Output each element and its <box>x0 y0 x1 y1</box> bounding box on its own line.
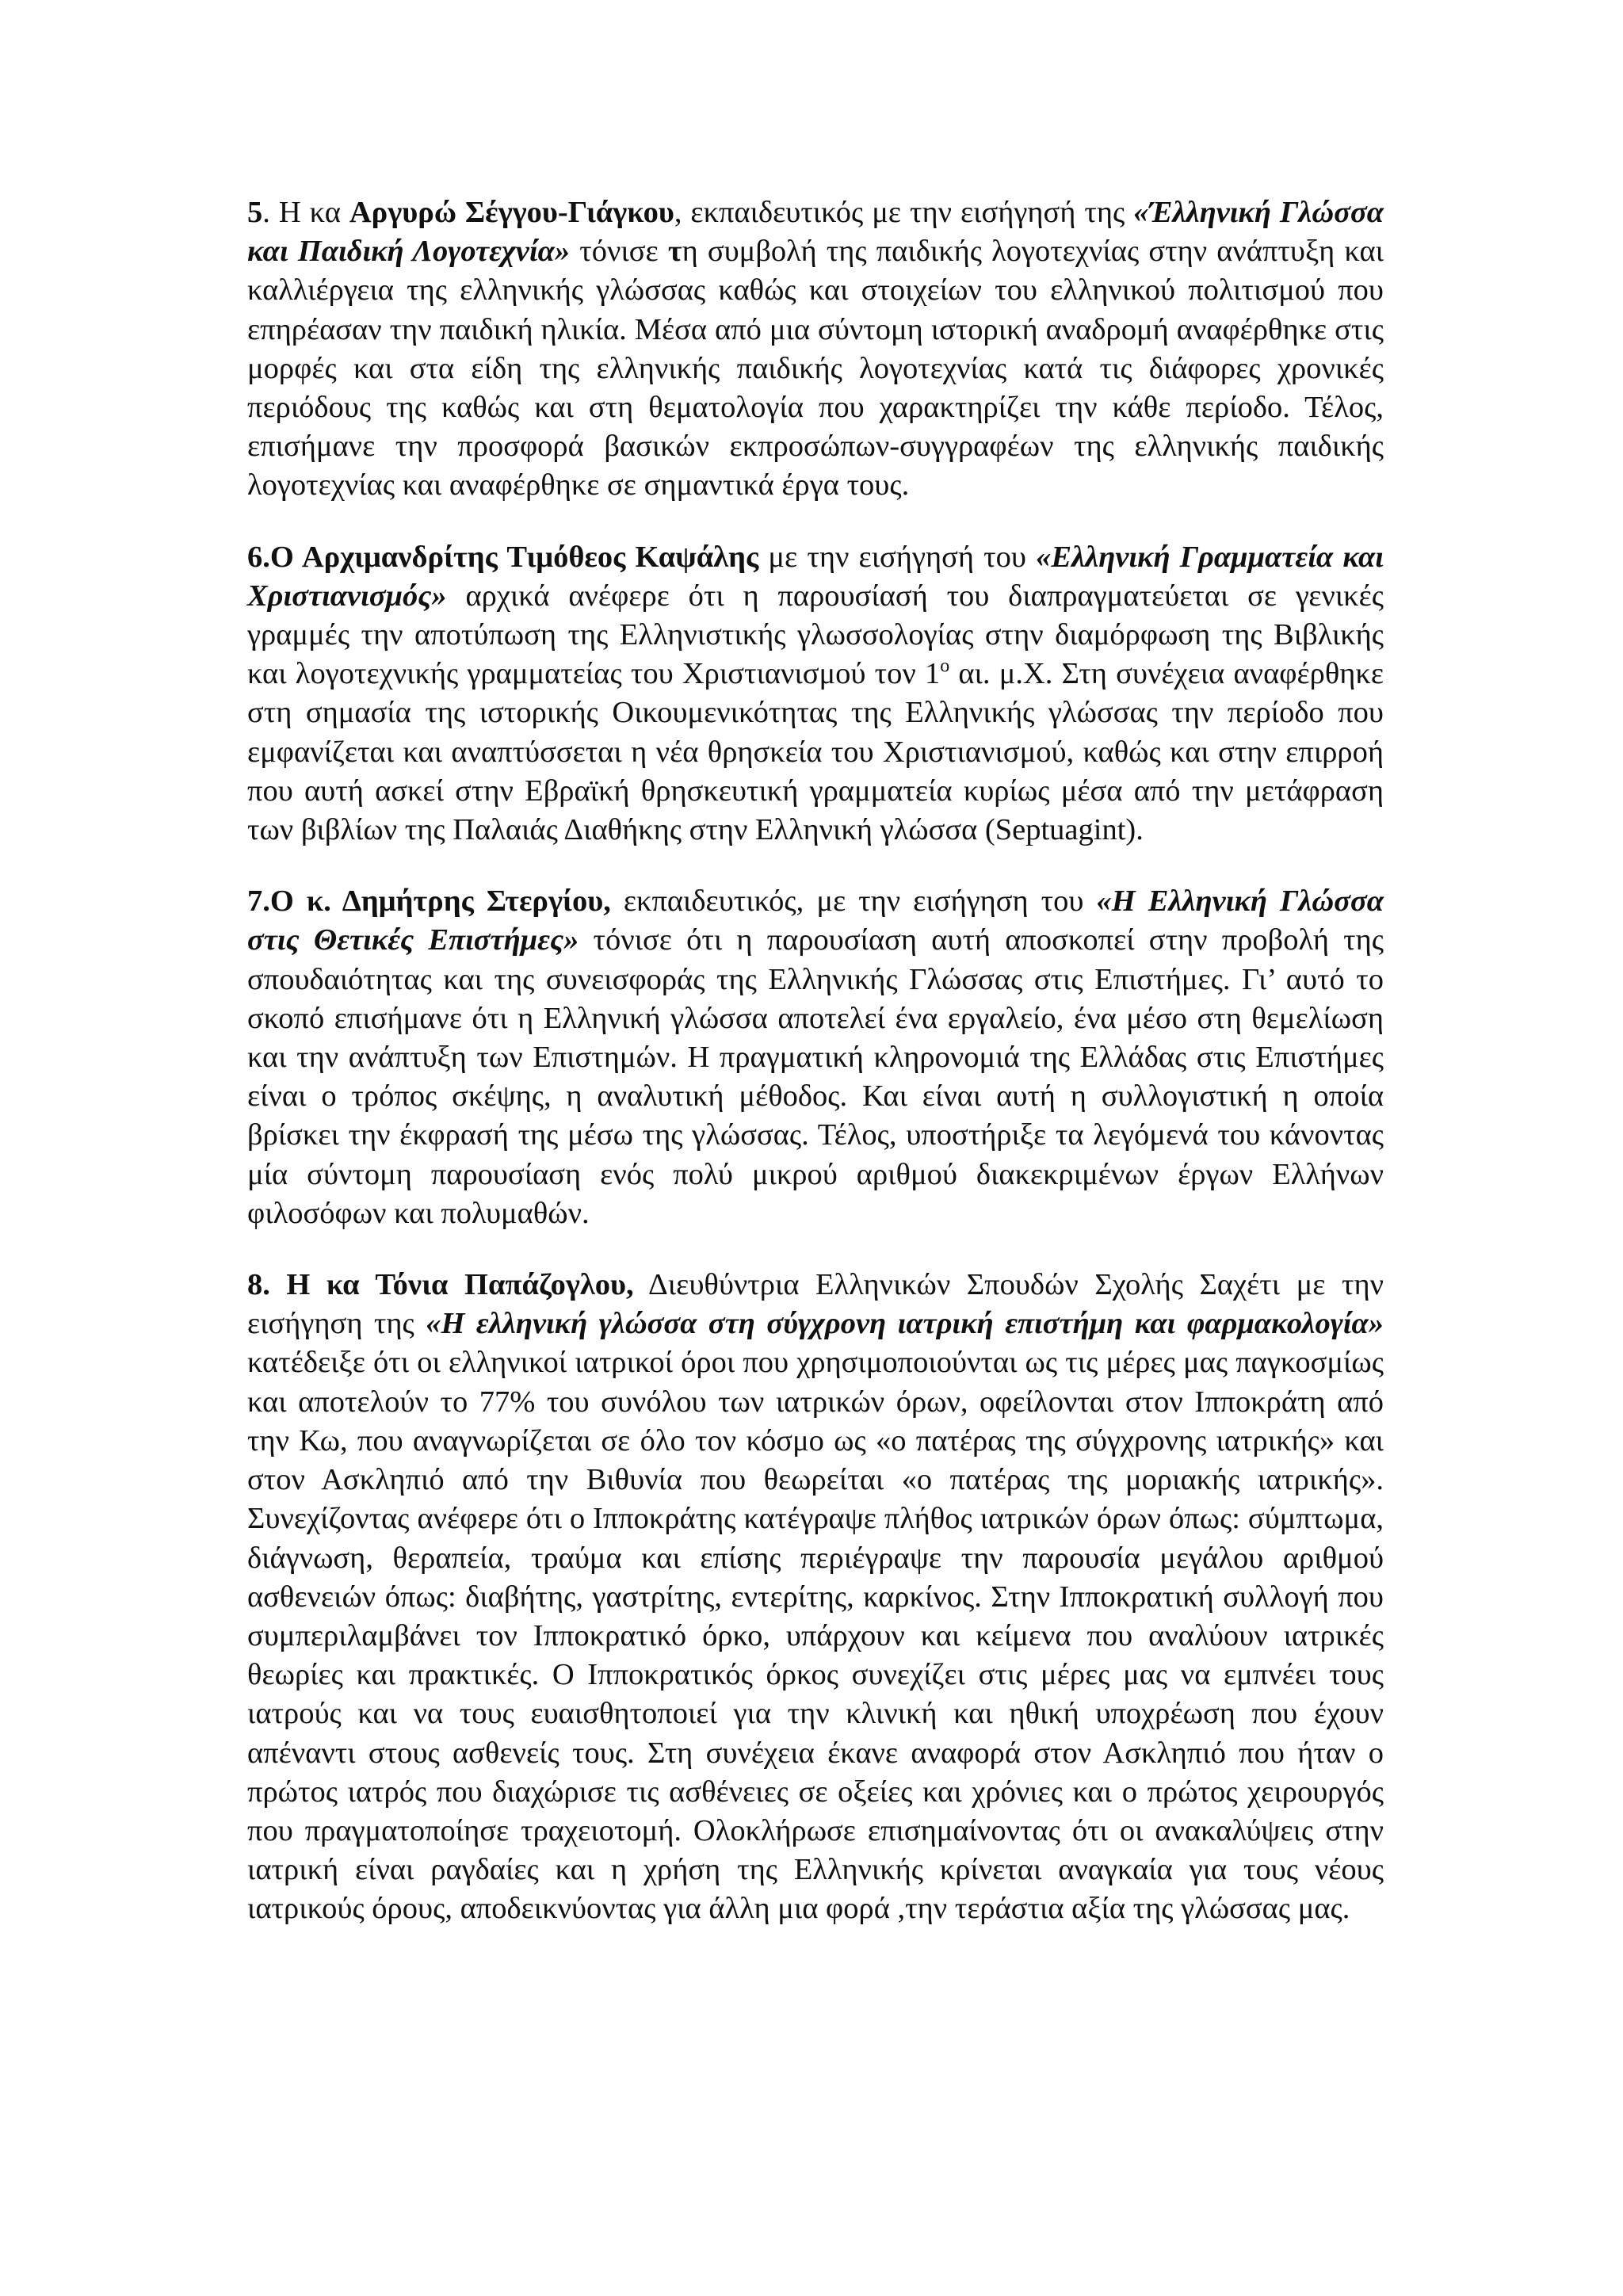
paragraph-7 <box>247 882 1384 1233</box>
speaker-name: Αργυρώ Σέγγου-Γιάγκου <box>349 196 674 229</box>
paragraph-8 <box>247 1266 1384 1928</box>
talk-title: «Η Ελληνική Γλώσσα στις Θετικές Επιστήμες» <box>247 884 1384 957</box>
paragraph-text: αρχικά ανέφερε ότι η παρουσίασή του διαπραγματεύεται σε γενικές γραμμές την αποτύπωση της Ελληνιστικής γλωσσολογίας στην διαμόρφωση της Βιβλικής και λογοτεχνικής γραμματείας του Χριστιανισμού τον 1 <box>247 579 1384 691</box>
paragraph-number: 5 <box>247 196 263 229</box>
talk-title: «Ελληνική Γραμματεία και Χριστιανισμός» <box>247 540 1384 613</box>
speaker-name: 6.Ο Αρχιμανδρίτης Τιμόθεος Καψάλης <box>247 540 759 574</box>
paragraph-text: τόνισε ότι η παρουσίαση αυτή αποσκοπεί στην προβολή της σπουδαιότητας και της συνεισφοράς της Ελληνικής Γλώσσας στις Επιστήμες. Γι’ αυτό το σκοπό επισήμανε ότι η Ελληνική γλώσσα αποτελεί ένα εργαλείο, ένα μέσο στη θεμελίωση και την ανάπτυξη των Επιστημών. Η πραγματική κληρονομιά της Ελλάδας στις Επιστήμες είναι ο τρόπος σκέψης, η αναλυτική μέθοδος. Και είναι αυτή η συλλογιστική η οποία βρίσκει την έκφρασή της μέσω της γλώσσας. Τέλος, υποστήριξε τα λεγόμενά του κάνοντας μία σύντομη παρουσίαση ενός πολύ μικρού αριθμού διακεκριμένων έργων Ελλήνων φιλοσόφων και πολυμαθών. <box>247 923 1384 1230</box>
paragraph-text: Διευθύντρια Ελληνικών Σπουδών Σχολής Σαχέτι με την εισήγηση της <box>247 1268 1384 1341</box>
paragraph-text: τόνισε <box>570 235 668 269</box>
ordinal-superscript: ο <box>940 655 950 677</box>
paragraph-text: κατέδειξε ότι οι ελληνικοί ιατρικοί όροι που χρησιμοποιούνται ως τις μέρες μας παγκοσμίως και αποτελούν το 77% του συνόλου των ιατρικών όρων, οφείλονται στον Ιπποκράτη από την Κω, που αναγνωρίζεται σε όλο τον κόσμο ως «ο πατέρας της σύγχρονης ιατρικής» και στον Ασκληπιό από την Βιθυνία που θεωρείται «ο πατέρας της μοριακής ιατρικής». Συνεχίζοντας ανέφερε ότι ο Ιπποκράτης κατέγραψε πλήθος ιατρικών όρων όπως: σύμπτωμα, διάγνωση, θεραπεία, τραύμα και επίσης περιέγραψε την παρουσία μεγάλου αριθμού ασθενειών όπως: διαβήτης, γαστρίτης, εντερίτης, καρκίνος. Στην Ιπποκρατική συλλογή που συμπεριλαμβάνει τον Ιπποκρατικό όρκο, υπάρχουν και κείμενα που αναλύουν ιατρικές θεωρίες και πρακτικές. Ο Ιπποκρατικός όρκος συνεχίζει στις μέρες μας να εμπνέει τους ιατρούς και να τους ευαισθητοποιεί για την κλινική και ηθική υποχρέωση που έχουν απέναντι στους ασθενείς τους. Στη συνέχεια έκανε αναφορά στον Ασκληπιό που ήταν ο πρώτος ιατρός που διαχώρισε τις ασθένειες σε οξείες και χρόνιες και ο πρώτος χειρουργός που πραγματοποίησε τραχειοτομή. Ολοκλήρωσε επισημαίνοντας ότι οι ανακαλύψεις στην ιατρική είναι ραγδαίες και η χρήση της Ελληνικής κρίνεται αναγκαία για τους νέους ιατρικούς όρους, αποδεικνύοντας για άλλη μια φορά ,την τεράστια αξία της γλώσσας μας. <box>247 1346 1384 1926</box>
paragraph-text: εκπαιδευτικός, με την εισήγηση του <box>610 884 1097 919</box>
talk-title: «Έλληνική Γλώσσα και Παιδική Λογοτεχνία» <box>247 196 1384 269</box>
speaker-prefix: . Η κα <box>262 196 349 229</box>
speaker-name: 8. Η κα Τόνια Παπάζογλου, <box>247 1268 634 1302</box>
paragraph-6 <box>247 538 1384 850</box>
paragraph-text: η συμβολή της παιδικής λογοτεχνίας στην ανάπτυξη και καλλιέργεια της ελληνικής γλώσσας καθώς και στοιχείων του ελληνικού πολιτισμού που επηρέασαν την παιδική ηλικία. Μέσα από μια σύντομη ιστορική αναδρομή αναφέρθηκε στις μορφές και στα είδη της ελληνικής παιδικής λογοτεχνίας κατά τις διάφορες χρονικές περιόδους της καθώς και στη θεματολογία που χαρακτηρίζει την κάθε περίοδο. Τέλος, επισήμανε την προσφορά βασικών εκπροσώπων-συγγραφέων της ελληνικής παιδικής λογοτεχνίας και αναφέρθηκε σε σημαντικά έργα τους. <box>247 235 1384 502</box>
paragraph-text: αι. μ.Χ. Στη συνέχεια αναφέρθηκε στη σημασία της ιστορικής Οικουμενικότητας της Ελληνικής γλώσσας την περίοδο που εμφανίζεται και αναπτύσσεται η νέα θρησκεία του Χριστιανισμού, καθώς και στην επιρροή που αυτή ασκεί στην Εβραϊκή θρησκευτική γραμματεία κυρίως μέσα από την μετάφραση των βιβλίων της Παλαιάς Διαθήκης στην Ελληνική γλώσσα (Septuagint). <box>247 657 1384 847</box>
bold-letter: τ <box>667 235 682 269</box>
paragraph-5 <box>247 193 1384 506</box>
document-body <box>247 193 1384 1962</box>
paragraph-text: , εκπαιδευτικός με την εισήγησή της <box>674 196 1134 229</box>
paragraph-text: με την εισήγησή του <box>758 540 1037 574</box>
speaker-name: 7.Ο κ. Δημήτρης Στεργίου, <box>247 884 611 919</box>
talk-title: «Η ελληνική γλώσσα στη σύγχρονη ιατρική επιστήμη και φαρμακολογία» <box>426 1307 1384 1341</box>
